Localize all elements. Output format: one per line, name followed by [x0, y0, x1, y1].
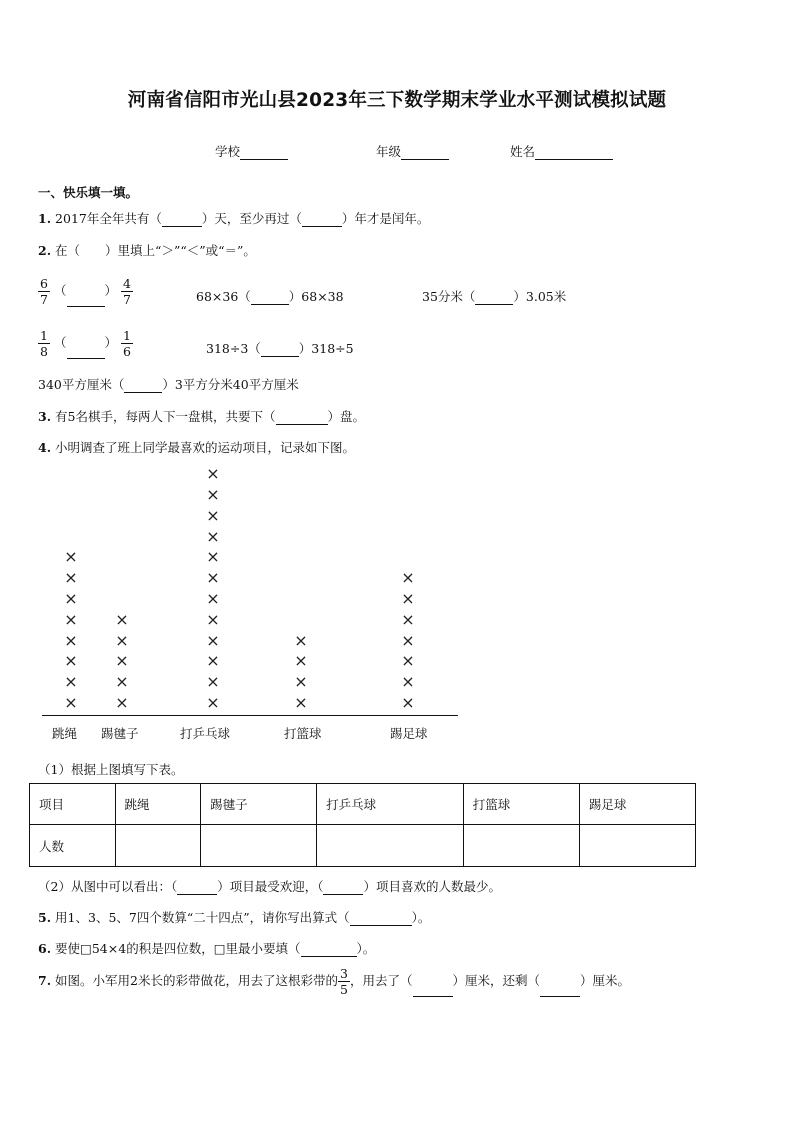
q2f-blank[interactable]: [124, 379, 162, 393]
question-5: [38, 908, 430, 926]
tally-mark: ×: [401, 630, 415, 650]
answer-cell[interactable]: [317, 825, 464, 867]
q2e-blank[interactable]: [261, 343, 299, 357]
q2c-right: ）3.05米: [513, 289, 567, 304]
q7-text-c: ）厘米，还剩（: [452, 973, 541, 988]
section-heading: 一、快乐填一填。: [38, 185, 139, 200]
paren-open: （: [53, 335, 67, 350]
q4-number: 4.: [38, 440, 52, 455]
tally-mark: ×: [206, 485, 220, 504]
q3-number: 3.: [38, 409, 52, 424]
survey-table: [29, 783, 696, 867]
category-label: 打篮球: [284, 726, 322, 741]
q1-text-a: 2017年全年共有（: [55, 211, 162, 226]
fraction: [338, 966, 350, 997]
name-field: [510, 142, 613, 160]
q2-item-c: [422, 287, 566, 305]
paren-close: ）: [104, 283, 118, 298]
tally-mark: ×: [294, 693, 308, 712]
q1-text-c: ）年才是闰年。: [341, 211, 430, 226]
numerator: 1: [40, 328, 48, 343]
tally-mark: ×: [115, 630, 129, 650]
tally-mark: ×: [206, 568, 220, 588]
answer-cell[interactable]: [115, 825, 201, 867]
grade-field: [376, 142, 449, 160]
tally-mark: ×: [64, 630, 78, 650]
q2e-left: 318÷3（: [206, 341, 261, 356]
q2-item-d: [38, 328, 133, 359]
tally-mark: ×: [64, 693, 78, 712]
tally-mark: ×: [64, 672, 78, 692]
tally-mark: ×: [206, 693, 220, 712]
denominator: 7: [123, 292, 131, 307]
q3-end: ）盘。: [327, 409, 366, 424]
chart-axis: [42, 715, 458, 716]
q2-item-f: [38, 375, 299, 393]
tally-mark: ×: [401, 672, 415, 692]
question-4: [38, 438, 355, 456]
numerator: 6: [40, 276, 48, 291]
q2-item-e: [206, 339, 354, 357]
q1-text-b: ）天，至少再过（: [201, 211, 302, 226]
q6-blank[interactable]: [301, 943, 357, 957]
tally-mark: ×: [401, 651, 415, 671]
q2d-blank[interactable]: [67, 345, 105, 359]
numerator: 3: [340, 966, 348, 981]
table-cell: 项目: [30, 784, 116, 825]
question-7: [38, 966, 630, 997]
tally-mark: ×: [401, 693, 415, 712]
q2-text: 在（ ）里填上“＞”“＜”或“＝”。: [55, 243, 256, 258]
q4-sub2: [38, 877, 501, 895]
tally-mark: ×: [64, 651, 78, 671]
q2a-blank[interactable]: [67, 293, 105, 307]
numerator: 4: [123, 276, 131, 291]
school-field: [215, 142, 288, 160]
q2c-left: 35分米（: [422, 289, 476, 304]
q7-blank-left[interactable]: [540, 983, 580, 997]
q5-text: 用1、3、5、7四个数算“二十四点”，请你写出算式（: [55, 910, 350, 925]
q1-number: 1.: [38, 211, 52, 226]
category-label: 踢足球: [390, 726, 428, 741]
q4-2-text-a: （2）从图中可以看出：（: [38, 879, 178, 894]
q2c-blank[interactable]: [475, 291, 513, 305]
tally-mark: ×: [401, 609, 415, 629]
q5-number: 5.: [38, 910, 52, 925]
q2f-left: 340平方厘米（: [38, 377, 125, 392]
table-row: [30, 825, 696, 867]
answer-cell[interactable]: [201, 825, 317, 867]
paren-close: ）: [104, 335, 118, 350]
name-label: 姓名: [510, 144, 536, 159]
q3-blank[interactable]: [276, 411, 328, 425]
q4-2-text-c: ）项目喜欢的人数最少。: [363, 879, 501, 894]
table-cell: 人数: [30, 825, 116, 867]
paren-open: （: [53, 283, 67, 298]
q4-text: 小明调查了班上同学最喜欢的运动项目，记录如下图。: [55, 440, 356, 455]
table-cell: 打乒乓球: [317, 784, 464, 825]
school-blank[interactable]: [240, 146, 288, 160]
q7-end: ）厘米。: [580, 973, 631, 988]
tally-mark: ×: [115, 609, 129, 629]
category-label: 踢毽子: [101, 726, 139, 741]
tally-mark: ×: [115, 651, 129, 671]
tally-mark: ×: [401, 589, 415, 608]
tally-mark: ×: [115, 693, 129, 712]
q2-item-b: [196, 287, 344, 305]
tally-mark: ×: [206, 609, 220, 629]
tally-mark: ×: [206, 505, 220, 525]
tally-mark: ×: [401, 568, 415, 588]
tally-mark: ×: [64, 589, 78, 608]
q2b-left: 68×36（: [196, 289, 251, 304]
name-blank[interactable]: [535, 146, 613, 160]
grade-blank[interactable]: [401, 146, 449, 160]
page-title: 河南省信阳市光山县2023年三下数学期末学业水平测试模拟试题: [127, 90, 667, 111]
q6-number: 6.: [38, 941, 52, 956]
q1-blank-years[interactable]: [302, 213, 342, 227]
category-label: 跳绳: [52, 726, 78, 741]
fraction: [121, 276, 133, 307]
q6-end: ）。: [356, 941, 376, 956]
denominator: 8: [40, 344, 48, 359]
denominator: 6: [123, 344, 131, 359]
q4-sub1: （1）根据上图填写下表。: [38, 762, 184, 777]
q2f-right: ）3平方分米40平方厘米: [162, 377, 299, 392]
fraction: [38, 328, 50, 359]
q5-blank[interactable]: [350, 912, 412, 926]
tally-mark: ×: [206, 651, 220, 671]
fraction: [121, 328, 133, 359]
tally-mark: ×: [206, 630, 220, 650]
tally-mark: ×: [64, 547, 78, 567]
tally-mark: ×: [115, 672, 129, 692]
tally-mark: ×: [206, 464, 220, 484]
tally-mark: ×: [294, 630, 308, 650]
table-cell: 踢毽子: [201, 784, 317, 825]
category-label: 打乒乓球: [180, 726, 231, 741]
q6-text: 要使□54×4的积是四位数，□里最小要填（: [55, 941, 301, 956]
tally-mark: ×: [206, 672, 220, 692]
question-6: [38, 939, 375, 957]
tally-mark: ×: [206, 589, 220, 608]
question-1: [38, 209, 429, 227]
school-label: 学校: [215, 144, 241, 159]
fraction: [38, 276, 50, 307]
grade-label: 年级: [376, 144, 402, 159]
q7-number: 7.: [38, 973, 52, 988]
denominator: 5: [340, 982, 348, 997]
tally-mark: ×: [206, 547, 220, 567]
question-3: [38, 407, 365, 425]
q2e-right: ）318÷5: [298, 341, 354, 356]
q7-text-b: ，用去了（: [350, 973, 413, 988]
tally-mark: ×: [64, 568, 78, 588]
q4-2-blank-least[interactable]: [323, 881, 363, 895]
answer-cell[interactable]: [579, 825, 695, 867]
q4-2-text-b: ）项目最受欢迎，（: [217, 879, 324, 894]
q7-blank-used[interactable]: [413, 983, 453, 997]
q1-blank-days[interactable]: [162, 213, 202, 227]
q5-end: ）。: [411, 910, 431, 925]
denominator: 7: [40, 292, 48, 307]
table-header-row: [30, 784, 696, 825]
tally-mark: ×: [294, 672, 308, 692]
answer-cell[interactable]: [463, 825, 579, 867]
question-2: [38, 241, 256, 259]
tally-mark: ×: [294, 651, 308, 671]
q2-number: 2.: [38, 243, 52, 258]
table-cell: 踢足球: [579, 784, 695, 825]
q2-item-a: [38, 276, 133, 307]
q2b-blank[interactable]: [251, 291, 289, 305]
q3-text: 有5名棋手，每两人下一盘棋，共要下（: [55, 409, 276, 424]
tally-mark: ×: [64, 609, 78, 629]
q4-2-blank-most[interactable]: [177, 881, 217, 895]
tally-mark: ×: [206, 526, 220, 546]
q7-text: 如图。小军用2米长的彩带做花，用去了这根彩带的: [55, 973, 339, 988]
numerator: 1: [123, 328, 131, 343]
q2b-right: ）68×38: [288, 289, 344, 304]
table-cell: 打篮球: [463, 784, 579, 825]
table-cell: 跳绳: [115, 784, 201, 825]
